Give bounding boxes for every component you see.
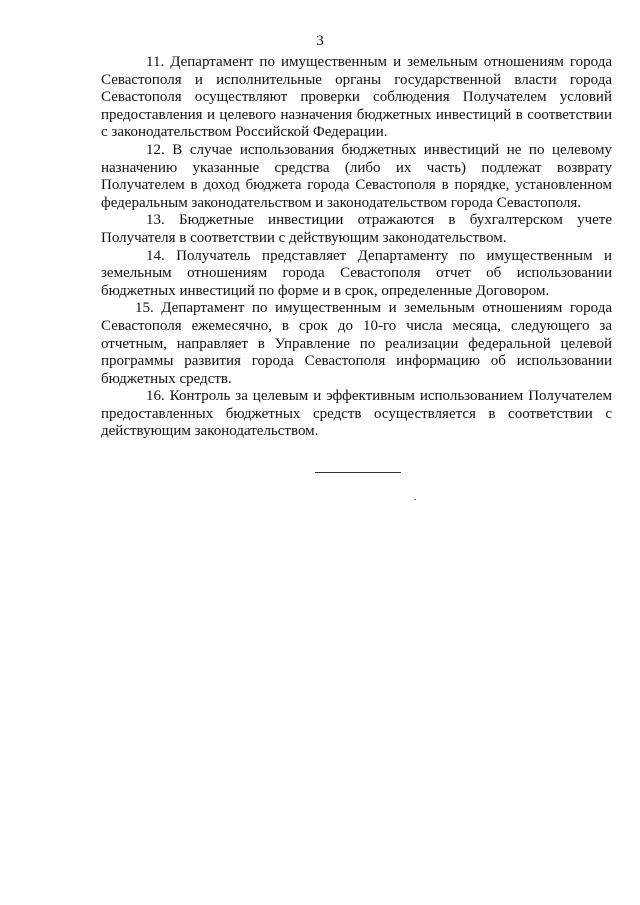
scan-speck	[414, 499, 416, 500]
paragraph-16: 16. Контроль за целевым и эффективным использованием Получателем предоставленных бюджетных средств осуществляется в соответствии с действующим законодательством.	[101, 388, 612, 440]
paragraph-15: 15. Департамент по имущественным и земельным отношениям города Севастополя ежемесячно, в срок до 10-го числа месяца, следующего за отчетным, направляет в Управление по реализации федеральной целевой программы развития города Севастополя информацию об использовании бюджетных средств.	[101, 300, 612, 387]
page-number: 3	[316, 33, 324, 49]
paragraph-14: 14. Получатель представляет Департаменту по имущественным и земельным отношениям города Севастополя отчет об использовании бюджетных инвестиций по форме и в срок, определенные Договором.	[101, 247, 612, 299]
paragraph-13: 13. Бюджетные инвестиции отражаются в бухгалтерском учете Получателя в соответствии с действующим законодательством.	[101, 212, 612, 246]
paragraph-11: 11. Департамент по имущественным и земельным отношениям города Севастополя и исполнительные органы государственной власти города Севастополя осуществляют проверки соблюдения Получателем условий предоставления и целевого назначения бюджетных инвестиций в соответствии с законодательством Российской Федерации.	[101, 54, 612, 141]
document-body	[101, 54, 612, 441]
end-divider-line	[315, 472, 401, 473]
paragraph-12: 12. В случае использования бюджетных инвестиций не по целевому назначению указанные средства (либо их часть) подлежат возврату Получателем в доход бюджета города Севастополя в порядке, установленном федеральным законодательством и законодательством города Севастополя.	[101, 141, 612, 211]
